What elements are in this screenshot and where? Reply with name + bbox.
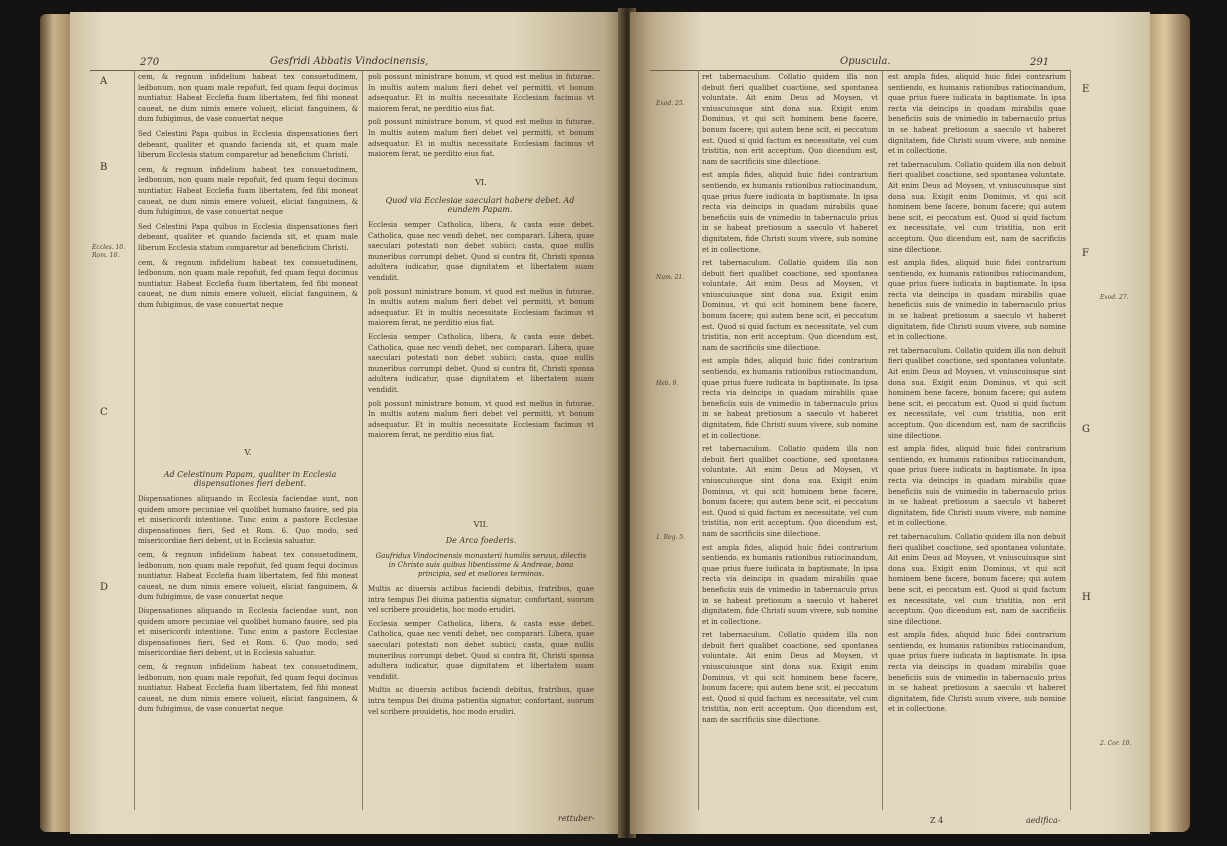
book-edge-right [1144, 14, 1190, 832]
section-heading-vi: VI. [475, 178, 487, 187]
running-head: Gesfridi Abbatis Vindocinensis, [270, 56, 429, 67]
margin-rule [134, 70, 135, 810]
right-col1-text: ret tabernaculum. Collatio quidem illa non debuit fieri qualibet coactione, sed spontanea voluntate. Ait enim Deus ad Moysen, vt vniuscuiusque sint dona sua. Exigit enim Dominus, vt qui scit hominem bene facere, bonum facere; qui autem bene scit, ei peccatum est. Quod si quid factum ex necessitate, vel cum tristitia, non erit acceptum. Quo dicendum est, nam de sacrificiis sine dilectione. est ampla fides, aliquid huic fidei contrarium sentiendo, ex humanis rationibus ratiocinandum, quae prius fuere iudicata in baptismate. In ipsa recta via deincips in quadam mirabilis quae beneficiis suis de vnimedio in tabernaculo prius in se habeat pretiosum a saeculo vt haberet dignitatem, fide Christi suum vivere, sub nomine et in collectione. ret tabernaculum. Collatio quidem illa non debuit fieri qualibet coactione, sed spontanea voluntate. Ait enim Deus ad Moysen, vt vniuscuiusque sint dona sua. Exigit enim Dominus, vt qui scit hominem bene facere, bonum facere; qui autem bene scit, ei peccatum est. Quod si quid factum ex necessitate, vel cum tristitia, non erit acceptum. Quo dicendum est, nam de sacrificiis sine dilectione. est ampla fides, aliquid huic fidei contrarium sentiendo, ex humanis rationibus ratiocinandum, quae prius fuere iudicata in baptismate. In ipsa recta via deincips in quadam mirabilis quae beneficiis suis de vnimedio in tabernaculo prius in se habeat pretiosum a saeculo vt haberet dignitatem, fide Christi suum vivere, sub nomine et in collectione. ret tabernaculum. Collatio quidem illa non debuit fieri qualibet coactione, sed spontanea voluntate. Ait enim Deus ad Moysen, vt vniuscuiusque sint dona sua. Exigit enim Dominus, vt qui scit hominem bene facere, bonum facere; qui autem bene scit, ei peccatum est. Quod si quid factum ex necessitate, vel cum tristitia, non erit acceptum. Quo dicendum est, nam de sacrificiis sine dilectione. est ampla fides, aliquid huic fidei contrarium sentiendo, ex humanis rationibus ratiocinandum, quae prius fuere iudicata in baptismate. In ipsa recta via deincips in quadam mirabilis quae beneficiis suis de vnimedio in tabernaculo prius in se habeat pretiosum a saeculo vt haberet dignitatem, fide Christi suum vivere, sub nomine et in collectione. ret tabernaculum. Collatio quidem illa non debuit fieri qualibet coactione, sed spontanea voluntate. Ait enim Deus ad Moysen, vt vniuscuiusque sint dona sua. Exigit enim Dominus, vt qui scit hominem bene facere, bonum facere; qui autem bene scit, ei peccatum est. Quod si quid factum ex necessitate, vel cum tristitia, non erit acceptum. Quo dicendum est, nam de sacrificiis sine dilectione. [702, 73, 878, 725]
section-heading-v: V. [244, 448, 252, 457]
margin-note: Eccles. 10. Rom. 10. [92, 244, 126, 259]
signature-mark: Z 4 [930, 816, 944, 825]
margin-note-exod-25: Exod. 25. [656, 100, 685, 107]
left-col2-text-bottom: Multis ac diuersis actibus faciendi debitus, fratribus, quae intra tempus Dei diuina patientia signatur, confortant, suorum vel scribere prouidetis, hoc modo erudiri. Ecclesia semper Catholica, libera, & casta esse debet. Catholica, quae nec vendi debet, nec comparari. Libera, quae saeculari potestati non debet subiici; casta, quae nullis muneribus corrumpi debet. Quod si contra fit, Christi sponsa adultera iudicatur, quae dignitatem et libertatem suam vendidit. Multis ac diuersis actibus faciendi debitus, fratribus, quae intra tempus Dei diuina patientia signatur, confortant, suorum vel scribere prouidetis, hoc modo erudiri. [368, 585, 594, 716]
left-col1-text-bottom: Dispensationes aliquando in Ecclesia faciendae sunt, non quidem amore pecuniae vel quolibet humano fauore, sed pia et misericordi intentione. Tunc enim a pastore Ecclesiae dispensationes fieri, Sed et Rom. 6. Quo modo, sed misericordiae fieri debent, ut in Ecclesia saluatur. cem, & regnum infidelium habeat tex consuetudinem, ledbonum, non quam male repofuit, fed quam fequi docimus nuntiatur. Habeat Ecclefia fuam libertatem, fed fibi moneat caueat, ne dum nimis emere volueit, eliciat fanguinem, & dum fubigimus, de vase conuertat neque Dispensationes aliquando in Ecclesia faciendae sunt, non quidem amore pecuniae vel quolibet humano fauore, sed pia et misericordi intentione. Tunc enim a pastore Ecclesiae dispensationes fieri, Sed et Rom. 6. Quo modo, sed misericordiae fieri debent, ut in Ecclesia saluatur. cem, & regnum infidelium habeat tex consuetudinem, ledbonum, non quam male repofuit, fed quam fequi docimus nuntiatur. Habeat Ecclefia fuam libertatem, fed fibi moneat caueat, ne dum nimis emere volueit, eliciat fanguinem, & dum fubigimus, de vase conuertat neque [138, 495, 358, 714]
section-subheading-vi: Quod via Ecclesiae saeculari habere debet. Ad eundem Papam. [385, 196, 575, 214]
margin-note-2-cor-10: 2. Cor. 10. [1100, 740, 1132, 747]
column-rule [362, 70, 363, 810]
margin-letter-g: G [1082, 424, 1090, 435]
margin-letter-f: F [1082, 248, 1089, 259]
margin-letter-h: H [1082, 592, 1091, 603]
open-book [40, 8, 1190, 838]
book-edge-left [40, 14, 74, 832]
page-number: 270 [140, 57, 160, 68]
margin-letter-d: D [100, 582, 109, 593]
column-rule [882, 70, 883, 810]
margin-note-num-21: Num. 21. [656, 274, 685, 281]
section-address: Gaufridus Vindocinensis monasterii humilis seruus, dilectis in Christo suis quibus libentissime & Andreae, bona principia, sed et meliores terminos. [375, 552, 587, 578]
left-col2-text-mid: Ecclesia semper Catholica, libera, & casta esse debet. Catholica, quae nec vendi debet, nec comparari. Libera, quae saeculari potestati non debet subiici; casta, quae nullis muneribus corrumpi debet. Quod si contra fit, Christi sponsa adultera iudicatur, quae dignitatem et libertatem suam vendidit. poli possunt ministrare bonum, vt quod est melius in futurae. In multis autem malum fieri debet vel permitti, vt bonum adsequatur. Et in multis necessitate Ecclesiam facimus vt maiorem ferat, ne perditio eius fiat. Ecclesia semper Catholica, libera, & casta esse debet. Catholica, quae nec vendi debet, nec comparari. Libera, quae saeculari potestati non debet subiici; casta, quae nullis muneribus corrumpi debet. Quod si contra fit, Christi sponsa adultera iudicatur, quae dignitatem et libertatem suam vendidit. poli possunt ministrare bonum, vt quod est melius in futurae. In multis autem malum fieri debet vel permitti, vt bonum adsequatur. Et in multis necessitate Ecclesiam facimus vt maiorem ferat, ne perditio eius fiat. [368, 221, 594, 440]
margin-letter-b: B [100, 162, 108, 173]
margin-note-heb-9: Heb. 9. [656, 380, 679, 387]
section-subheading-v: Ad Celestinum Papam, qualiter in Ecclesia dispensationes fieri debent. [163, 470, 337, 488]
margin-rule [698, 70, 699, 810]
margin-letter-a: A [100, 76, 108, 87]
catchword: aedifica- [1026, 816, 1061, 825]
left-col2-text-top: poli possunt ministrare bonum, vt quod est melius in futurae. In multis autem malum fieri debet vel permitti, vt bonum adsequatur. Et in multis necessitate Ecclesiam facimus vt maiorem ferat, ne perditio eius fiat. poli possunt ministrare bonum, vt quod est melius in futurae. In multis autem malum fieri debet vel permitti, vt bonum adsequatur. Et in multis necessitate Ecclesiam facimus vt maiorem ferat, ne perditio eius fiat. [368, 73, 594, 159]
margin-note-1-reg-5: 1. Reg. 5. [656, 534, 686, 541]
right-col2-text: est ampla fides, aliquid huic fidei contrarium sentiendo, ex humanis rationibus ratiocinandum, quae prius fuere iudicata in baptismate. In ipsa recta via deincips in quadam mirabilis quae beneficiis suis de vnimedio in tabernaculo prius in se habeat pretiosum a saeculo vt haberet dignitatem, fide Christi suum vivere, sub nomine et in collectione. ret tabernaculum. Collatio quidem illa non debuit fieri qualibet coactione, sed spontanea voluntate. Ait enim Deus ad Moysen, vt vniuscuiusque sint dona sua. Exigit enim Dominus, vt qui scit hominem bene facere, bonum facere; qui autem bene scit, ei peccatum est. Quod si quid factum ex necessitate, vel cum tristitia, non erit acceptum. Quo dicendum est, nam de sacrificiis sine dilectione. est ampla fides, aliquid huic fidei contrarium sentiendo, ex humanis rationibus ratiocinandum, quae prius fuere iudicata in baptismate. In ipsa recta via deincips in quadam mirabilis quae beneficiis suis de vnimedio in tabernaculo prius in se habeat pretiosum a saeculo vt haberet dignitatem, fide Christi suum vivere, sub nomine et in collectione. ret tabernaculum. Collatio quidem illa non debuit fieri qualibet coactione, sed spontanea voluntate. Ait enim Deus ad Moysen, vt vniuscuiusque sint dona sua. Exigit enim Dominus, vt qui scit hominem bene facere, bonum facere; qui autem bene scit, ei peccatum est. Quod si quid factum ex necessitate, vel cum tristitia, non erit acceptum. Quo dicendum est, nam de sacrificiis sine dilectione. est ampla fides, aliquid huic fidei contrarium sentiendo, ex humanis rationibus ratiocinandum, quae prius fuere iudicata in baptismate. In ipsa recta via deincips in quadam mirabilis quae beneficiis suis de vnimedio in tabernaculo prius in se habeat pretiosum a saeculo vt haberet dignitatem, fide Christi suum vivere, sub nomine et in collectione. ret tabernaculum. Collatio quidem illa non debuit fieri qualibet coactione, sed spontanea voluntate. Ait enim Deus ad Moysen, vt vniuscuiusque sint dona sua. Exigit enim Dominus, vt qui scit hominem bene facere, bonum facere; qui autem bene scit, ei peccatum est. Quod si quid factum ex necessitate, vel cum tristitia, non erit acceptum. Quo dicendum est, nam de sacrificiis sine dilectione. est ampla fides, aliquid huic fidei contrarium sentiendo, ex humanis rationibus ratiocinandum, quae prius fuere iudicata in baptismate. In ipsa recta via deincips in quadam mirabilis quae beneficiis suis de vnimedio in tabernaculo prius in se habeat pretiosum a saeculo vt haberet dignitatem, fide Christi suum vivere, sub nomine et in collectione. [888, 73, 1066, 714]
header-rule [650, 70, 1070, 71]
margin-letter-e: E [1082, 84, 1090, 95]
section-title-arca: De Arca foederis. [445, 536, 517, 545]
page-number: 291 [1030, 57, 1050, 68]
margin-note-exod-27: Exod. 27. [1100, 294, 1129, 301]
left-col1-text-top: cem, & regnum infidelium habeat tex consuetudinem, ledbonum, non quam male repofuit, fed quam fequi docimus nuntiatur. Habeat Ecclefia fuam libertatem, fed fibi moneat caueat, ne dum nimis emere volueit, eliciat fanguinem, & dum fubigimus, de vase conuertat neque Sed Celestini Papa quibus in Ecclesia dispensationes fieri debeant, qualiter et quando facienda sit, et quam male liberum Ecclesia statum comparetur ad beneficium Christi. cem, & regnum infidelium habeat tex consuetudinem, ledbonum, non quam male repofuit, fed quam fequi docimus nuntiatur. Habeat Ecclefia fuam libertatem, fed fibi moneat caueat, ne dum nimis emere volueit, eliciat fanguinem, & dum fubigimus, de vase conuertat neque Sed Celestini Papa quibus in Ecclesia dispensationes fieri debeant, qualiter et quando facienda sit, et quam male liberum Ecclesia statum comparetur ad beneficium Christi. cem, & regnum infidelium habeat tex consuetudinem, ledbonum, non quam male repofuit, fed quam fequi docimus nuntiatur. Habeat Ecclefia fuam libertatem, fed fibi moneat caueat, ne dum nimis emere volueit, eliciat fanguinem, & dum fubigimus, de vase conuertat neque [138, 73, 358, 309]
margin-rule-right [1070, 70, 1071, 810]
catchword: rettuber- [558, 814, 595, 823]
running-head: Opuscula. [840, 56, 891, 67]
section-heading-vii: VII. [473, 520, 489, 529]
right-page [630, 12, 1150, 834]
header-rule [90, 70, 600, 71]
margin-letter-c: C [100, 407, 108, 418]
left-page [70, 12, 622, 834]
